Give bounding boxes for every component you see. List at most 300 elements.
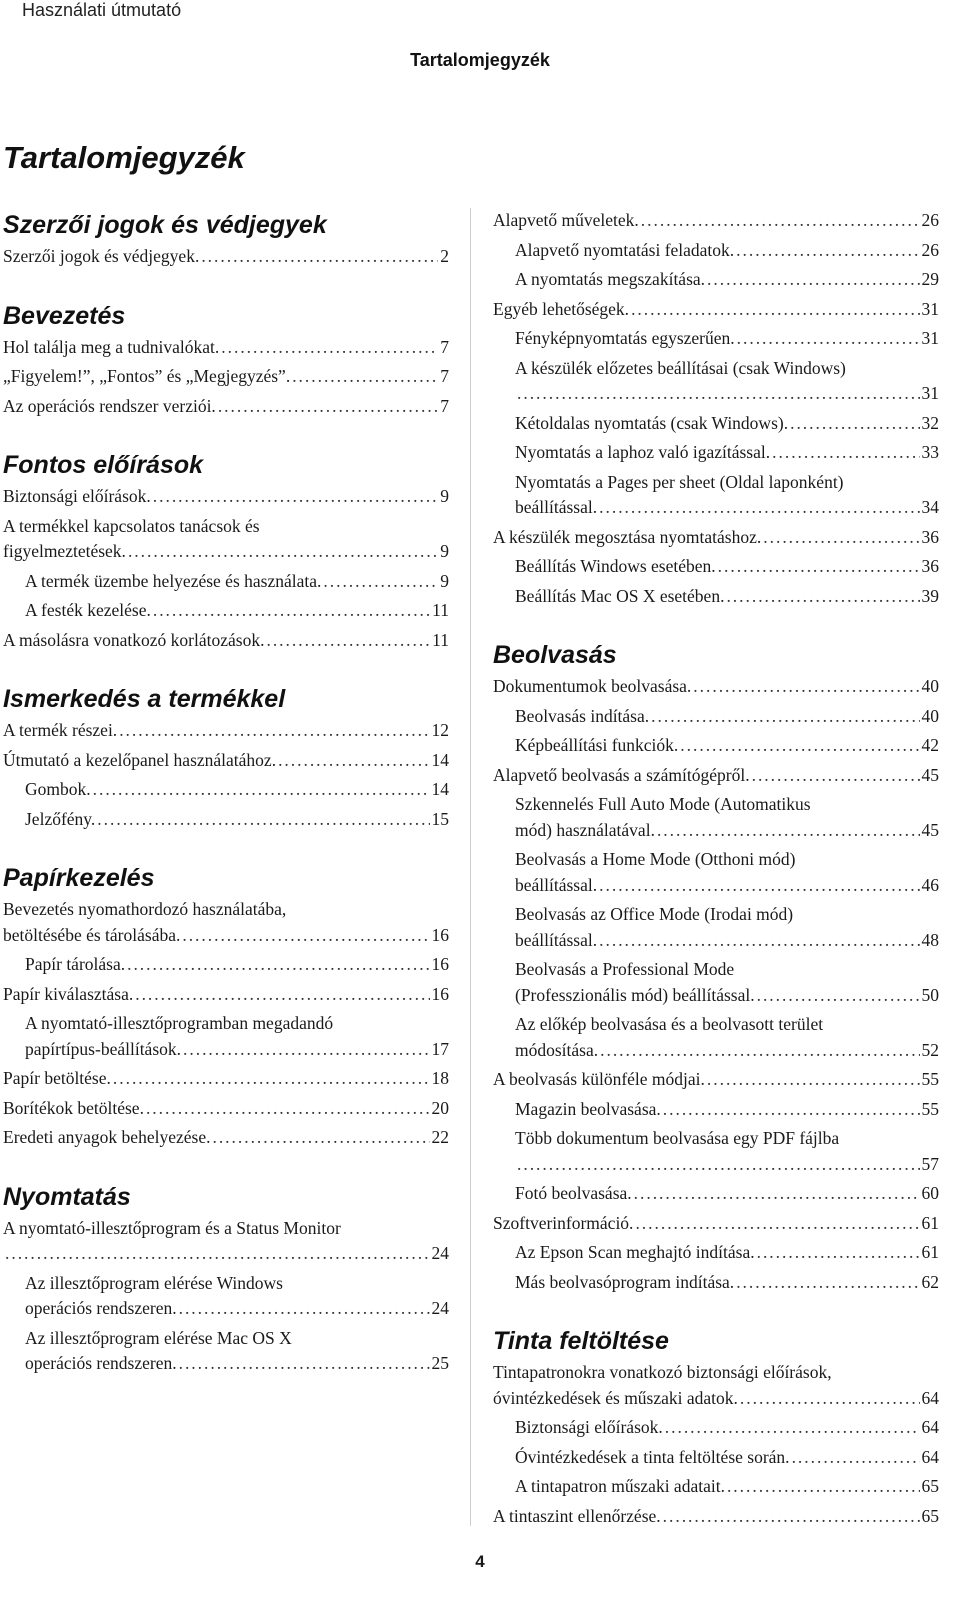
dot-leader [665,1415,920,1441]
dot-leader [266,628,430,654]
toc-entry-leader-line [25,598,449,624]
toc-entry-leader-line [3,364,449,390]
dot-leader [135,982,429,1008]
toc-entry-page-number: 31 [921,328,939,348]
toc-entry-leader-line [515,1474,939,1500]
toc-entry-title: Fényképnyomtatás egyszerűen. [515,328,735,348]
toc-entry-page-number: 17 [431,1038,449,1059]
toc-entry-leader-line [515,584,939,610]
dot-leader [726,584,919,610]
toc-entry[interactable] [493,267,939,293]
toc-entry-leader-line [3,1241,449,1267]
toc-entry-title: A másolásra vonatkozó korlátozások. [3,629,265,650]
column-divider [470,208,471,1526]
dot-leader [127,952,429,978]
toc-entry[interactable] [3,628,449,654]
toc-entry[interactable] [493,208,939,234]
toc-entry-page-number: 36 [921,526,939,547]
toc-entry-title-line: Nyomtatás a Pages per sheet (Oldal laponként) [515,471,844,492]
dot-leader [201,244,438,270]
dot-leader [517,1152,920,1178]
toc-entry-title-line: Beolvasás a Professional Mode [515,959,735,979]
toc-entry-page-number: 52 [921,1039,939,1060]
toc-entry[interactable] [3,484,449,510]
toc-entry[interactable] [493,674,939,700]
dot-leader [182,923,429,949]
toc-entry-page-number: 11 [432,629,449,650]
dot-leader [792,1445,920,1471]
dot-leader [707,1067,920,1093]
toc-entry-page-number: 45 [921,764,939,785]
toc-entry-title: operációs rendszeren. [25,1298,177,1318]
toc-entry-leader-line [515,411,939,437]
toc-entry[interactable] [493,1360,939,1411]
toc-entry-page-number: 60 [921,1183,939,1203]
dot-leader [727,1474,920,1500]
dot-leader [736,1270,919,1296]
toc-entry-title: Magazin beolvasása. [515,1098,661,1119]
section-heading: Fontos előírások [3,451,204,479]
manual-title: Használati útmutató [22,0,182,20]
toc-entry-leader-line [25,952,449,978]
toc-entry-title: Gombok. [25,779,91,799]
toc-entry[interactable] [3,1326,449,1377]
toc-entry-title: mód) használatával. [515,819,655,840]
toc-entry-title: Képbeállítási funkciók. [515,735,679,755]
toc-entry-title: A tintaszint ellenőrzése. [493,1505,661,1526]
toc-entry-title: figyelmeztetések. [3,541,126,561]
toc-entry-page-number: 29 [921,269,939,289]
toc-entry-title: beállítással. [515,874,598,895]
toc-entry-page-number: 55 [921,1069,939,1089]
toc-entry-title: Papír betöltése. [3,1068,111,1088]
dot-leader [221,335,438,361]
toc-entry-page-number: 25 [431,1353,449,1373]
toc-section-tinta-feltoltese [493,1324,939,1529]
section-heading: Ismerkedés a termékkel [3,685,286,713]
toc-section-nyomtatas [3,1180,449,1377]
toc-entry-leader-line [515,873,939,899]
dot-leader [323,569,438,595]
dot-leader [772,440,919,466]
toc-entry-leader-line [515,1445,939,1471]
toc-entry-page-number: 9 [440,486,449,506]
toc-section-ismerkedes-a-termekkel [3,682,449,832]
toc-entry-title-line: A készülék előzetes beállításai (csak Windows) [515,357,846,378]
dot-leader [635,1211,919,1237]
toc-entry-page-number: 20 [431,1097,449,1118]
toc-entry[interactable] [3,777,449,803]
toc-entry[interactable] [493,238,939,264]
toc-entry-title-line: Tintapatronokra vonatkozó biztonsági előírások, [493,1362,832,1382]
toc-entry-page-number: 32 [921,412,939,433]
toc-entry[interactable] [3,982,449,1008]
toc-entry-title: A festék kezelése. [25,600,151,620]
toc-entry-leader-line [493,1211,939,1237]
toc-entry-leader-line [3,1066,449,1092]
toc-entry-title: Útmutató a kezelőpanel használatához. [3,749,277,770]
toc-entry-leader-line [515,733,939,759]
toc-entry-title: Dokumentumok beolvasása. [493,676,692,696]
toc-entry-title-line: Több dokumentum beolvasása egy PDF fájlba [515,1128,840,1148]
toc-entry[interactable] [493,1445,939,1471]
toc-entry-page-number: 2 [440,246,449,266]
toc-right-column [493,208,939,1533]
toc-entry-title: A termék részei. [3,720,118,740]
toc-entry[interactable] [3,718,449,744]
toc-section-fontos-eloirasok [3,448,449,653]
toc-entry[interactable] [493,1126,939,1177]
dot-leader [153,484,438,510]
dot-leader [146,1096,430,1122]
toc-entry-title-line: Az illesztőprogram elérése Mac OS X [25,1327,292,1348]
toc-entry-page-number: 18 [431,1068,449,1088]
section-heading: Nyomtatás [3,1182,131,1211]
toc-entry-leader-line [493,763,939,789]
dot-leader [657,818,920,844]
toc-entry[interactable] [3,1216,449,1267]
section-heading: Tinta feltöltése [493,1327,669,1355]
toc-entry-title: Borítékok betöltése. [3,1097,144,1118]
toc-entry-title: Eredeti anyagok behelyezése. [3,1127,211,1147]
toc-entry-title: Beállítás Windows esetében. [515,556,716,576]
toc-entry-title-line: Bevezetés nyomathordozó használatába, [3,899,287,919]
toc-entry-leader-line [3,718,449,744]
dot-leader [663,1097,920,1123]
toc-entry-page-number: 7 [440,366,449,386]
toc-entry-leader-line [25,777,449,803]
toc-entry-page-number: 31 [921,298,939,319]
dot-leader [634,1181,920,1207]
toc-entry[interactable] [493,1504,939,1530]
dot-leader [113,1066,430,1092]
dot-leader [119,718,429,744]
toc-entry-page-number: 39 [921,585,939,606]
toc-entry-leader-line [3,1096,449,1122]
toc-entry-page-number: 48 [921,929,939,950]
toc-entry-leader-line [3,1125,449,1151]
dot-leader [599,873,919,899]
toc-entry[interactable] [493,1415,939,1441]
toc-entry-leader-line [515,1038,939,1064]
toc-entry-page-number: 22 [431,1127,449,1147]
page-title: Tartalomjegyzék [3,140,245,175]
toc-entry-title: óvintézkedések és műszaki adatok. [493,1387,738,1408]
toc-entry-leader-line [515,1152,939,1178]
toc-entry[interactable] [493,584,939,610]
toc-entry[interactable] [493,792,939,843]
toc-entry-title-line: A termékkel kapcsolatos tanácsok és [3,515,260,536]
dot-leader [790,411,919,437]
toc-entry-page-number: 24 [431,1298,449,1318]
dot-leader [651,704,919,730]
dot-leader [693,674,919,700]
dot-leader [663,1504,920,1530]
toc-entry[interactable] [493,1211,939,1237]
toc-entry-leader-line [515,1415,939,1441]
toc-entry-page-number: 61 [921,1212,939,1233]
toc-entry[interactable] [493,1097,939,1123]
toc-entry-title-line: Az előkép beolvasása és a beolvasott terület [515,1014,824,1034]
toc-entry-leader-line [25,1037,449,1063]
toc-entry-leader-line [515,818,939,844]
toc-left-column [3,208,449,1381]
toc-entry-page-number: 16 [431,924,449,945]
toc-entry-leader-line [25,1351,449,1377]
toc-entry-leader-line [3,628,449,654]
dot-leader [97,807,429,833]
toc-entry-title: Hol találja meg a tudnivalókat. [3,336,220,357]
toc-entry-page-number: 34 [921,497,939,517]
toc-entry-title: A beolvasás különféle módjai. [493,1069,705,1089]
toc-entry-page-number: 14 [431,749,449,770]
toc-entry[interactable] [493,411,939,437]
toc-entry[interactable] [3,1011,449,1062]
toc-entry-leader-line [3,982,449,1008]
toc-entry-title-line: A nyomtató-illesztőprogram és a Status Monitor [3,1217,341,1238]
toc-entry-page-number: 57 [921,1153,939,1174]
dot-leader [718,554,920,580]
toc-entry-title: Fotó beolvasása. [515,1183,632,1203]
dot-leader [179,1351,430,1377]
toc-section-beolvasas [493,638,939,1295]
toc-entry-title: Alapvető beolvasás a számítógépről. [493,764,750,785]
toc-entry[interactable] [3,244,449,270]
dot-leader [707,267,919,293]
section-heading: Beolvasás [493,641,617,669]
toc-entry-page-number: 50 [921,984,939,1005]
toc-entry-title: Szerzői jogok és védjegyek. [3,246,200,266]
toc-entry-leader-line [515,928,939,954]
toc-entry-leader-line [515,554,939,580]
toc-entry[interactable] [493,733,939,759]
dot-leader [93,777,430,803]
toc-entry-title: beállítással. [515,497,598,517]
dot-leader [183,1037,429,1063]
dot-leader [757,983,920,1009]
toc-entry-title: Biztonsági előírások. [515,1417,663,1437]
dot-leader [599,928,919,954]
dot-leader [128,539,438,565]
toc-entry-leader-line [493,208,939,234]
toc-entry[interactable] [3,335,449,361]
toc-entry[interactable] [493,356,939,407]
toc-entry-title: A termék üzembe helyezése és használata. [25,570,322,591]
toc-entry-page-number: 40 [921,705,939,726]
toc-entry-title: Alapvető műveletek. [493,210,639,230]
toc-entry-page-number: 62 [921,1271,939,1292]
toc-entry-leader-line [3,335,449,361]
dot-leader [631,297,919,323]
dot-leader [5,1241,430,1267]
toc-entry-title: Beállítás Mac OS X esetében. [515,585,725,606]
toc-entry-title: „Figyelem!”, „Fontos” és „Megjegyzés”. [3,366,291,386]
dot-leader [641,208,920,234]
toc-entry-page-number: 36 [921,556,939,576]
toc-entry-title: A tintapatron műszaki adatait. [515,1476,725,1496]
toc-entry[interactable] [493,1240,939,1266]
toc-entry[interactable] [493,1012,939,1063]
toc-entry-leader-line [515,267,939,293]
toc-entry-page-number: 42 [921,735,939,755]
toc-entry-title: Nyomtatás a laphoz való igazítással. [515,442,771,462]
toc-entry-leader-line [25,569,449,595]
section-heading: Bevezetés [3,301,126,330]
dot-leader [292,364,438,390]
toc-entry[interactable] [3,1271,449,1322]
toc-entry[interactable] [3,1066,449,1092]
running-title: Tartalomjegyzék [410,50,550,70]
toc-entry-page-number: 12 [431,720,449,740]
toc-entry-title: Kétoldalas nyomtatás (csak Windows). [515,412,789,433]
dot-leader [599,495,919,521]
dot-leader [278,748,429,774]
toc-entry[interactable] [493,957,939,1008]
toc-section-continued [493,208,939,609]
toc-entry-leader-line [3,923,449,949]
toc-entry-title: Az Epson Scan meghajtó indítása. [515,1242,755,1262]
toc-entry-page-number: 7 [440,395,449,416]
toc-entry-leader-line [493,297,939,323]
toc-entry[interactable] [3,1125,449,1151]
toc-entry[interactable] [3,364,449,390]
toc-entry[interactable] [493,704,939,730]
toc-entry-leader-line [493,1504,939,1530]
toc-entry[interactable] [3,807,449,833]
toc-entry-leader-line [3,484,449,510]
toc-entry-page-number: 45 [921,819,939,840]
dot-leader [757,1240,920,1266]
toc-entry-title: Szoftverinformáció. [493,1212,634,1233]
toc-entry-leader-line [515,495,939,521]
toc-entry-leader-line [515,381,939,407]
toc-entry-title: (Professzionális mód) beállítással. [515,984,755,1005]
toc-entry-title: beállítással. [515,929,598,950]
toc-entry-leader-line [515,1240,939,1266]
toc-entry[interactable] [3,897,449,948]
toc-section-papirkezeles [3,861,449,1151]
toc-entry-leader-line [515,238,939,264]
toc-entry-title: Beolvasás indítása. [515,705,650,726]
dot-leader [517,381,920,407]
toc-entry[interactable] [3,569,449,595]
toc-entry-leader-line [3,748,449,774]
toc-entry-page-number: 16 [431,954,449,974]
toc-entry-page-number: 65 [921,1505,939,1526]
toc-entry-page-number: 64 [921,1417,939,1437]
toc-entry-leader-line [3,539,449,565]
toc-entry-title: A készülék megosztása nyomtatáshoz. [493,526,762,547]
toc-entry[interactable] [3,514,449,565]
toc-entry-page-number: 55 [921,1098,939,1119]
toc-entry-page-number: 40 [921,676,939,696]
toc-entry-leader-line [493,1067,939,1093]
toc-entry-title: Egyéb lehetőségek. [493,298,630,319]
toc-entry-leader-line [25,1296,449,1322]
toc-entry-leader-line [25,807,449,833]
toc-entry[interactable] [3,952,449,978]
toc-entry-leader-line [515,326,939,352]
toc-entry-leader-line [515,1097,939,1123]
dot-leader [212,1125,429,1151]
toc-entry-leader-line [3,244,449,270]
toc-entry-leader-line [493,525,939,551]
toc-entry-page-number: 26 [921,210,939,230]
toc-entry[interactable] [3,598,449,624]
toc-entry[interactable] [3,1096,449,1122]
toc-entry[interactable] [493,525,939,551]
toc-section-szerzoi-jogok-es-vedjegyek [3,208,449,270]
toc-entry-title: módosítása. [515,1039,599,1060]
dot-leader [737,326,920,352]
toc-entry-title: Más beolvasóprogram indítása. [515,1271,735,1292]
toc-entry-page-number: 15 [431,808,449,829]
toc-entry-page-number: 64 [921,1446,939,1467]
toc-entry[interactable] [3,394,449,420]
toc-section-bevezetes [3,299,449,420]
toc-entry[interactable] [493,470,939,521]
toc-entry-leader-line [515,983,939,1009]
toc-entry-page-number: 16 [431,983,449,1004]
toc-entry-title: A nyomtatás megszakítása. [515,269,706,289]
toc-entry-title: Az operációs rendszer verziói. [3,395,216,416]
toc-entry-page-number: 65 [921,1476,939,1496]
toc-entry-title: Jelzőfény. [25,808,96,829]
toc-entry[interactable] [493,326,939,352]
toc-entry[interactable] [3,748,449,774]
toc-entry-page-number: 31 [921,383,939,403]
dot-leader [680,733,919,759]
dot-leader [736,238,919,264]
toc-entry-page-number: 9 [440,570,449,591]
toc-entry[interactable] [493,297,939,323]
toc-entry-title: Óvintézkedések a tinta feltöltése során. [515,1446,790,1467]
toc-entry-leader-line [493,674,939,700]
toc-entry[interactable] [493,763,939,789]
toc-entry-leader-line [493,1386,939,1412]
dot-leader [153,598,430,624]
toc-entry-title: operációs rendszeren. [25,1353,177,1373]
toc-entry-title: Papír kiválasztása. [3,983,134,1004]
toc-entry-leader-line [515,1270,939,1296]
toc-entry[interactable] [493,902,939,953]
toc-entry-title: Biztonsági előírások. [3,486,151,506]
toc-entry[interactable] [493,440,939,466]
toc-entry-title-line: Beolvasás a Home Mode (Otthoni mód) [515,849,796,869]
toc-entry[interactable] [493,847,939,898]
toc-entry-title-line: A nyomtató-illesztőprogramban megadandó [25,1013,334,1033]
toc-entry[interactable] [493,1181,939,1207]
dot-leader [600,1038,919,1064]
toc-entry[interactable] [493,1474,939,1500]
dot-leader [752,763,920,789]
dot-leader [740,1386,920,1412]
toc-entry[interactable] [493,554,939,580]
page-number: 4 [475,1552,485,1571]
toc-entry[interactable] [493,1270,939,1296]
toc-entry-page-number: 7 [440,336,449,357]
toc-entry-page-number: 11 [432,600,449,620]
toc-entry-title-line: Szkennelés Full Auto Mode (Automatikus [515,794,811,814]
toc-entry-page-number: 61 [921,1242,939,1262]
toc-entry-title: Alapvető nyomtatási feladatok. [515,239,735,260]
toc-entry[interactable] [493,1067,939,1093]
toc-entry-title: Papír tárolása. [25,954,126,974]
toc-entry-leader-line [515,704,939,730]
section-heading: Papírkezelés [3,864,155,892]
toc-entry-title: betöltésébe és tárolásába. [3,924,181,945]
toc-entry-page-number: 33 [921,442,939,462]
